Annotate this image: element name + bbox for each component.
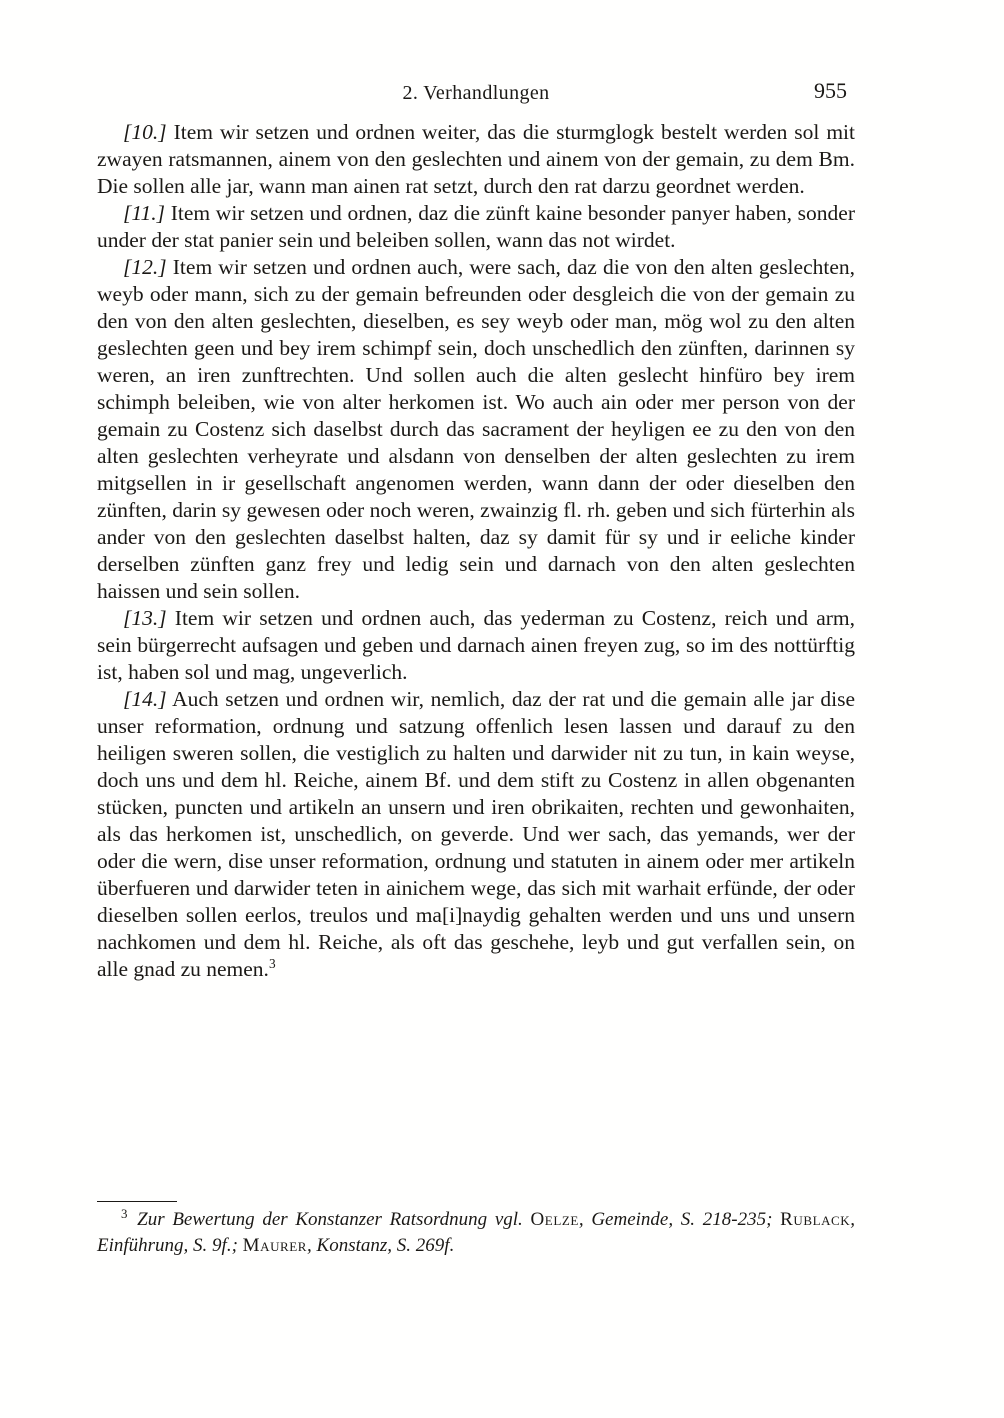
main-text-column bbox=[97, 119, 855, 983]
paragraph-12-marker: [12.] bbox=[123, 255, 167, 279]
footnote-3 bbox=[97, 1207, 855, 1258]
paragraph-14-text: Auch setzen und ordnen wir, nemlich, daz der rat und die gemain alle jar dise unser reformation, ordnung und satzung offenlich lesen lassen und darauf zu den heiligen sweren sollen, die vestiglich zu halten und darwider nit zu tun, in kain weyse, doch uns und dem hl. Reiche, ainem Bf. und dem stift zu Costenz in allen obgenanten stücken, puncten und artikeln an unsern und iren obrikaiten, rechten und gewonhaiten, als das herkomen ist, unschedlich, on geverde. Und wer sach, das yemands, wer der oder die wern, dise unser reformation, ordnung und statuten in ainem oder mer artikeln überfueren und darwider teten in ainichem wege, das sich mit warhait erfünde, der oder dieselben sollen eerlos, treulos und ma[i]naydig gehalten werden und uns und unsern nachkomen und dem hl. Reiche, als oft das geschehe, leyb und gut verfallen sein, on alle gnad zu nemen. bbox=[97, 687, 855, 981]
footnote-3-author-rublack: Rublack bbox=[780, 1209, 851, 1230]
paragraph-11 bbox=[97, 200, 855, 254]
paragraph-10 bbox=[97, 119, 855, 200]
paragraph-10-marker: [10.] bbox=[123, 120, 167, 144]
running-header bbox=[97, 78, 855, 104]
footnote-divider-rule bbox=[97, 1201, 177, 1202]
paragraph-10-text: Item wir setzen und ordnen weiter, das die sturmglogk bestelt werden sol mit zwayen ratsmannen, ainem von den geslechten und ainem von der gemain, zu dem Bm. Die sollen alle jar, wann man ainen rat setzt, durch den rat darzu geordnet werden. bbox=[97, 120, 855, 198]
paragraph-14-marker: [14.] bbox=[123, 687, 167, 711]
footnote-3-marker: 3 bbox=[121, 1205, 128, 1221]
section-heading: 2. Verhandlungen bbox=[402, 82, 550, 104]
footnote-3-text-segment: , Gemeinde, S. 218-235; bbox=[578, 1209, 781, 1230]
paragraph-13-text: Item wir setzen und ordnen auch, das yederman zu Costenz, reich und arm, sein bürgerrecht aufsagen und geben und darnach ainen freyen zug, so im des nottürftig ist, haben sol und mag, ungeverlich. bbox=[97, 606, 855, 684]
paragraph-12-text: Item wir setzen und ordnen auch, were sach, daz die von den alten geslechten, weyb oder mann, sich zu der gemain befreunden oder desgleich die von der gemain zu den von den alten geslechten, dieselben, es sey weyb oder man, mög wol zu den alten geslechten geen und bey irem schimpf sein, doch unschedlich den zünften, darinnen sy weren, an iren zunftrechten. Und sollen auch die alten geslecht hinfüro bey irem schimph beleiben, wie von alter herkomen ist. Wo auch ain oder mer person von der gemain zu Costenz sich daselbst durch das sacrament der heyligen ee zu den von den alten geslechten verheyrate und alsdann von denselben der alten geslechten zu irem mitgsellen in ir gesellschaft angenomen werden, wann dann der oder dieselben den zünften, darin sy gewesen oder noch weren, zwainzig fl. rh. geben und sich fürterhin als ander von den geslechten daselbst halten, daz sy damit für sy und ir eeliche kinder derselben zünften ganz frey und ledig sein und darnach von den alten geslechten haissen und sein sollen. bbox=[97, 255, 856, 603]
footnote-3-author-oelze: Oelze bbox=[530, 1209, 579, 1230]
page-number: 955 bbox=[814, 78, 847, 103]
footnote-3-text-segment: , Konstanz, S. 269f. bbox=[307, 1234, 455, 1256]
paragraph-13-marker: [13.] bbox=[123, 606, 167, 630]
footnote-3-author-maurer: Maurer bbox=[242, 1234, 308, 1256]
paragraph-14 bbox=[97, 686, 855, 983]
footnote-block bbox=[97, 1201, 855, 1258]
paragraph-13 bbox=[97, 605, 855, 686]
footnote-reference-3: 3 bbox=[268, 955, 276, 971]
paragraph-11-marker: [11.] bbox=[123, 201, 166, 225]
paragraph-12 bbox=[97, 254, 855, 605]
paragraph-11-text: Item wir setzen und ordnen, daz die zünft kaine besonder panyer haben, sonder under der stat panier sein und beleiben sollen, wann das not wirdet. bbox=[97, 201, 856, 252]
footnote-3-text-segment: , Einführung, S. 9f.; bbox=[97, 1209, 855, 1256]
footnote-3-text-segment: Zur Bewertung der Konstanzer Ratsordnung vgl. bbox=[129, 1209, 531, 1230]
